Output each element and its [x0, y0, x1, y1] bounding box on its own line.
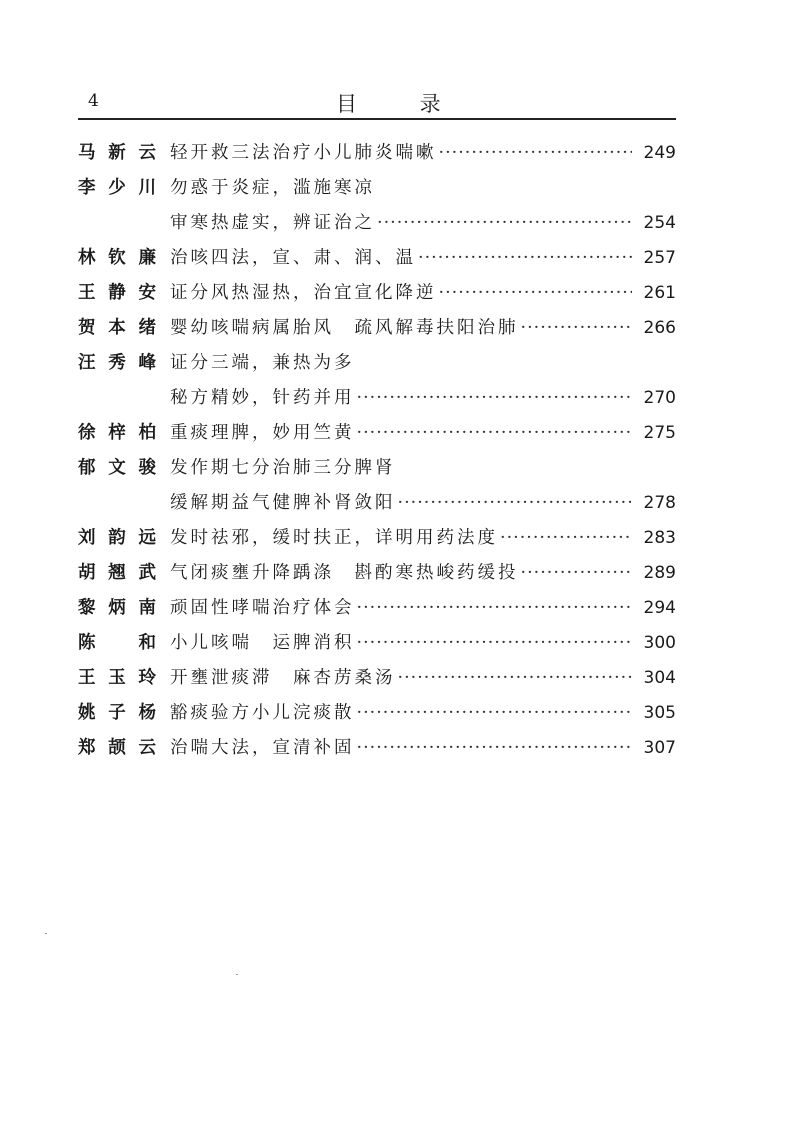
toc-page-number: 300: [643, 633, 676, 653]
toc-title-line: [170, 455, 676, 481]
toc-title: 发作期七分治肺三分脾肾: [170, 458, 396, 478]
toc-entry-line: [78, 280, 676, 315]
scan-speck: [45, 933, 47, 934]
page-number: 4: [88, 91, 99, 111]
toc-entry-line: [78, 735, 676, 770]
page-header: [78, 88, 676, 118]
toc-page-number: 278: [643, 493, 676, 513]
toc-title: 轻开救三法治疗小儿肺炎喘嗽: [170, 143, 437, 163]
toc-title: 秘方精妙，针药并用: [170, 388, 355, 408]
toc-page-number: 307: [643, 738, 676, 758]
dot-leader: [357, 420, 633, 446]
toc-page-number: 283: [643, 528, 676, 548]
toc-page-number: 304: [643, 668, 676, 688]
table-of-contents: [78, 140, 676, 770]
toc-entry-line: [78, 350, 676, 385]
toc-title: 证分风热湿热，治宜宣化降逆: [170, 283, 437, 303]
toc-page-number: 305: [643, 703, 676, 723]
toc-entry-line: [78, 665, 676, 700]
toc-title-line: [170, 700, 676, 726]
toc-title: 顽固性哮喘治疗体会: [170, 598, 355, 618]
toc-title-line: [170, 245, 676, 271]
toc-author: 李少川: [78, 178, 158, 198]
header-rule: [78, 118, 676, 120]
toc-title-line: [170, 490, 676, 516]
toc-page-number: 257: [643, 248, 676, 268]
toc-author: 胡翘武: [78, 563, 158, 583]
toc-title-line: [170, 525, 676, 551]
dot-leader: [439, 140, 633, 166]
toc-title: 勿惑于炎症，滥施寒凉: [170, 178, 375, 198]
toc-title-line: [170, 140, 676, 166]
toc-entry-line: [78, 525, 676, 560]
toc-title: 婴幼咳喘病属胎风 疏风解毒扶阳治肺: [170, 318, 519, 338]
toc-entry-line: [78, 455, 676, 490]
toc-title: 缓解期益气健脾补肾敛阳: [170, 493, 396, 513]
toc-author: 郑颉云: [78, 738, 158, 758]
toc-title-line: [170, 315, 676, 341]
toc-entry-line: [78, 245, 676, 280]
dot-leader: [521, 315, 633, 341]
toc-title: 重痰理脾，妙用竺黄: [170, 423, 355, 443]
toc-title: 治喘大法，宣清补固: [170, 738, 355, 758]
scan-speck: [236, 974, 238, 975]
toc-title: 开壅泄痰滞 麻杏苈桑汤: [170, 668, 396, 688]
dot-leader: [418, 245, 632, 271]
toc-entry-line: [78, 140, 676, 175]
toc-page-number: 294: [643, 598, 676, 618]
toc-page-number: 270: [643, 388, 676, 408]
toc-entry-line: [78, 700, 676, 735]
toc-entry-line: [78, 630, 676, 665]
toc-page-number: 266: [643, 318, 676, 338]
toc-author: 王静安: [78, 283, 158, 303]
toc-author: 陈 和: [78, 633, 158, 653]
dot-leader: [521, 560, 633, 586]
toc-title-line: [170, 350, 676, 376]
dot-leader: [357, 595, 633, 621]
toc-author: 刘韵远: [78, 528, 158, 548]
dot-leader: [357, 630, 633, 656]
dot-leader: [357, 700, 633, 726]
toc-title: 治咳四法，宣、肃、润、温: [170, 248, 416, 268]
toc-title-line: [170, 630, 676, 656]
dot-leader: [398, 490, 633, 516]
toc-title: 豁痰验方小儿浣痰散: [170, 703, 355, 723]
dot-leader: [439, 280, 633, 306]
toc-entry-line: [78, 385, 676, 420]
toc-title-line: [170, 280, 676, 306]
toc-entry-line: [78, 595, 676, 630]
toc-author: 王玉玲: [78, 668, 158, 688]
toc-author: 郁文骏: [78, 458, 158, 478]
toc-page-number: 289: [643, 563, 676, 583]
toc-title: 证分三端，兼热为多: [170, 353, 355, 373]
toc-entry-line: [78, 315, 676, 350]
toc-entry-line: [78, 420, 676, 455]
toc-title-line: [170, 420, 676, 446]
toc-title: 气闭痰壅升降踽涤 斟酌寒热峻药缓投: [170, 563, 519, 583]
dot-leader: [357, 385, 633, 411]
toc-page-number: 254: [643, 213, 676, 233]
toc-title: 审寒热虚实，辨证治之: [170, 213, 375, 233]
toc-author: 黎炳南: [78, 598, 158, 618]
toc-author: 姚子杨: [78, 703, 158, 723]
dot-leader: [500, 525, 632, 551]
toc-entry-line: [78, 210, 676, 245]
toc-title: 小儿咳喘 运脾消积: [170, 633, 355, 653]
toc-author: 徐梓柏: [78, 423, 158, 443]
dot-leader: [398, 665, 633, 691]
toc-page-number: 275: [643, 423, 676, 443]
toc-entry-line: [78, 175, 676, 210]
toc-page-number: 249: [643, 143, 676, 163]
toc-title-line: [170, 175, 676, 201]
page-title: 目 录: [336, 92, 469, 116]
toc-author: 汪秀峰: [78, 353, 158, 373]
dot-leader: [377, 210, 632, 236]
toc-title-line: [170, 560, 676, 586]
toc-title-line: [170, 735, 676, 761]
toc-title-line: [170, 665, 676, 691]
toc-title: 发时祛邪，缓时扶正，详明用药法度: [170, 528, 498, 548]
toc-author: 贺本绪: [78, 318, 158, 338]
toc-title-line: [170, 595, 676, 621]
toc-author: 马新云: [78, 143, 158, 163]
toc-title-line: [170, 385, 676, 411]
dot-leader: [357, 735, 633, 761]
toc-entry-line: [78, 560, 676, 595]
toc-page-number: 261: [643, 283, 676, 303]
toc-entry-line: [78, 490, 676, 525]
toc-title-line: [170, 210, 676, 236]
toc-author: 林钦廉: [78, 248, 158, 268]
